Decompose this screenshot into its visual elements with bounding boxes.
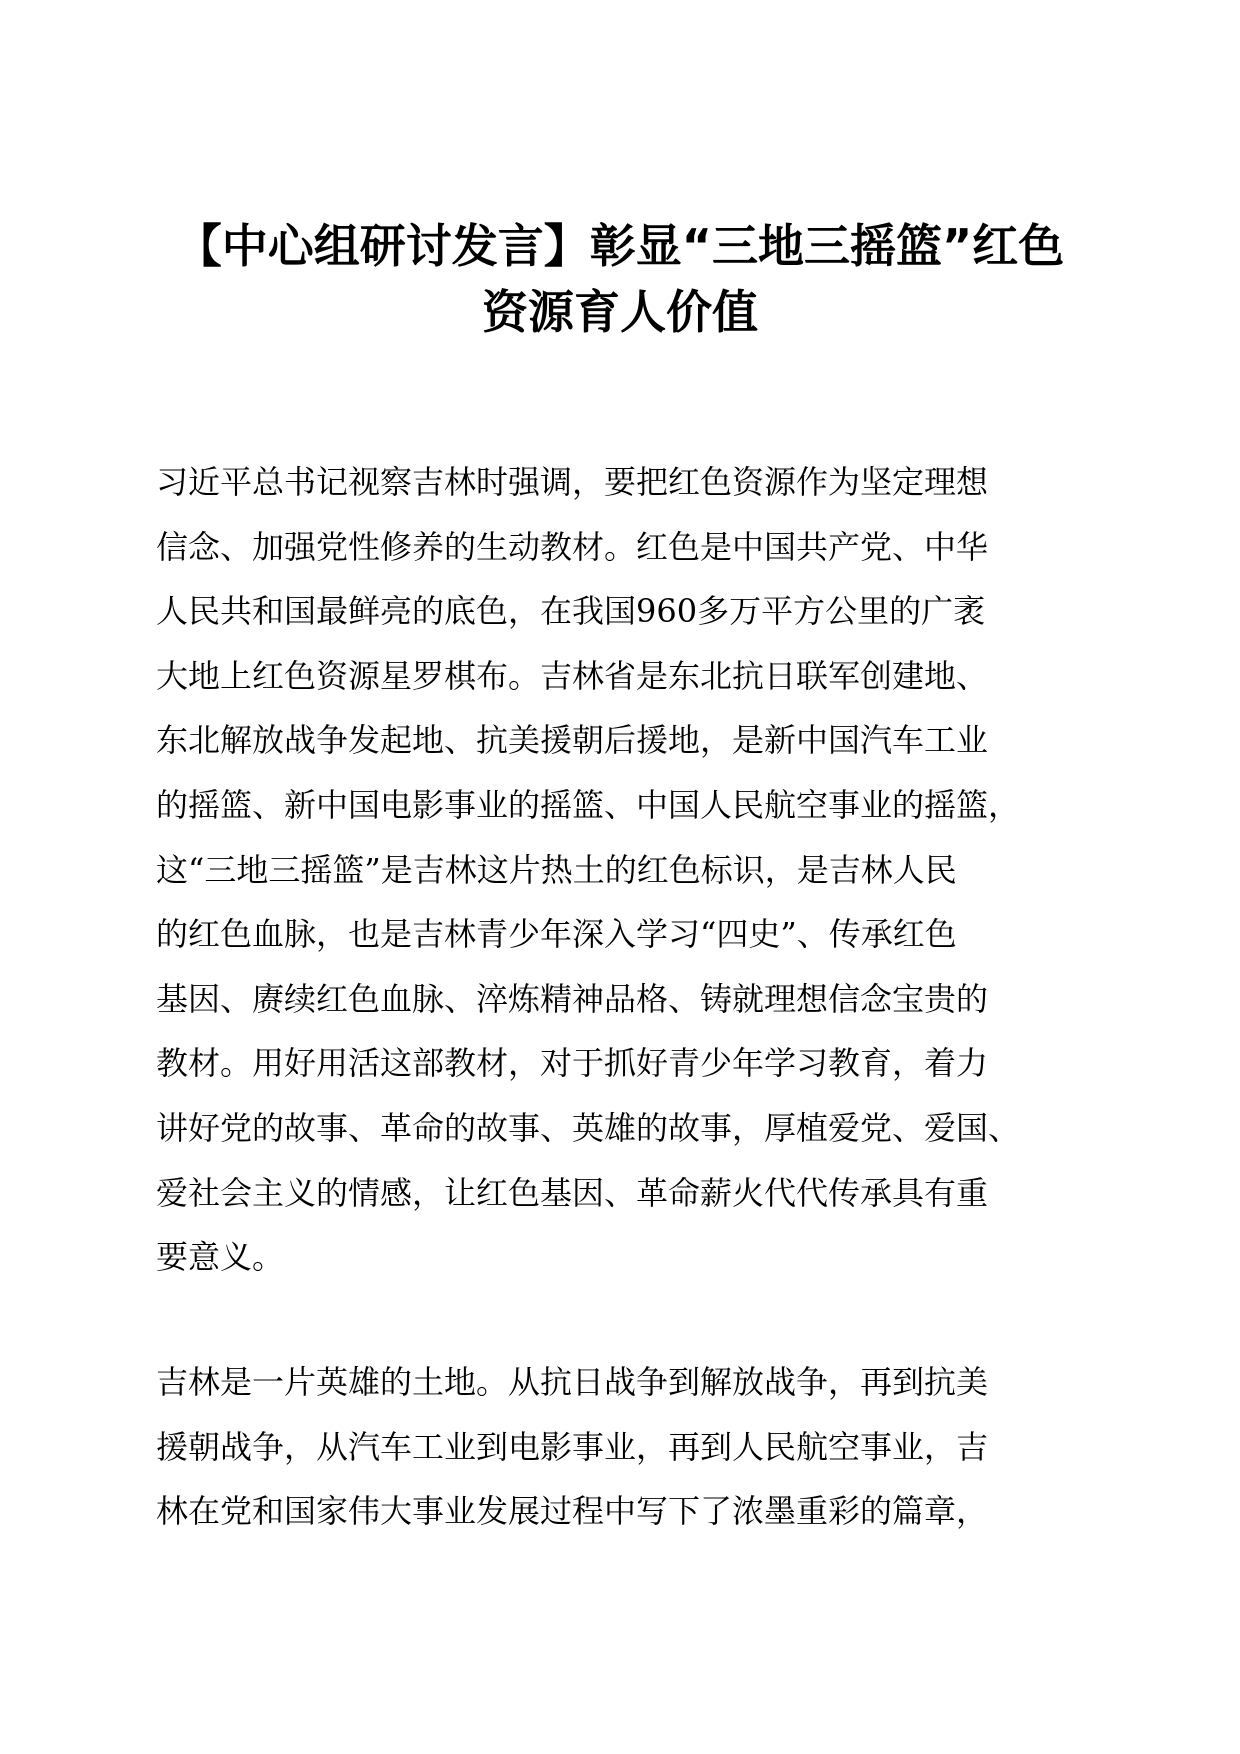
paragraph-line: 要意义。 bbox=[156, 1238, 285, 1277]
paragraph-line: 习近平总书记视察吉林时强调，要把红色资源作为坚定理想 bbox=[156, 463, 989, 501]
paragraph-line: 教材。用好用活这部教材，对于抓好青少年学习教育，着力 bbox=[156, 1044, 989, 1083]
paragraph-line: 信念、加强党性修养的生动教材。红色是中国共产党、中华 bbox=[156, 527, 989, 566]
paragraph-2 bbox=[156, 1350, 1096, 1544]
paragraph-line: 人民共和国最鲜亮的底色，在我国960多万平方公里的广袤 bbox=[156, 592, 986, 631]
paragraph-1 bbox=[156, 450, 1096, 1290]
paragraph-line: 爱社会主义的情感，让红色基因、革命薪火代代传承具有重 bbox=[156, 1173, 989, 1212]
title-line-2: 资源育人价值 bbox=[482, 285, 758, 339]
paragraph-line: 基因、赓续红色血脉、淬炼精神品格、铸就理想信念宝贵的 bbox=[156, 979, 989, 1018]
paragraph-line: 这“三地三摇篮”是吉林这片热土的红色标识，是吉林人民 bbox=[156, 850, 957, 889]
paragraph-line: 吉林是一片英雄的土地。从抗日战争到解放战争，再到抗美 bbox=[156, 1363, 989, 1401]
paragraph-line: 东北解放战争发起地、抗美援朝后援地，是新中国汽车工业 bbox=[156, 721, 989, 760]
document-title bbox=[150, 213, 1090, 345]
paragraph-line: 援朝战争，从汽车工业到电影事业，再到人民航空事业，吉 bbox=[156, 1427, 989, 1466]
paragraph-line: 讲好党的故事、革命的故事、英雄的故事，厚植爱党、爱国、 bbox=[156, 1108, 1021, 1147]
title-line-1: 【中心组研讨发言】彰显“三地三摇篮”红色 bbox=[175, 219, 1065, 273]
paragraph-line: 的红色血脉，也是吉林青少年深入学习“四史”、传承红色 bbox=[156, 915, 957, 954]
paragraph-line: 林在党和国家伟大事业发展过程中写下了浓墨重彩的篇章， bbox=[156, 1492, 989, 1531]
paragraph-line: 大地上红色资源星罗棋布。吉林省是东北抗日联军创建地、 bbox=[156, 656, 989, 695]
paragraph-line: 的摇篮、新中国电影事业的摇篮、中国人民航空事业的摇篮， bbox=[156, 785, 1021, 824]
